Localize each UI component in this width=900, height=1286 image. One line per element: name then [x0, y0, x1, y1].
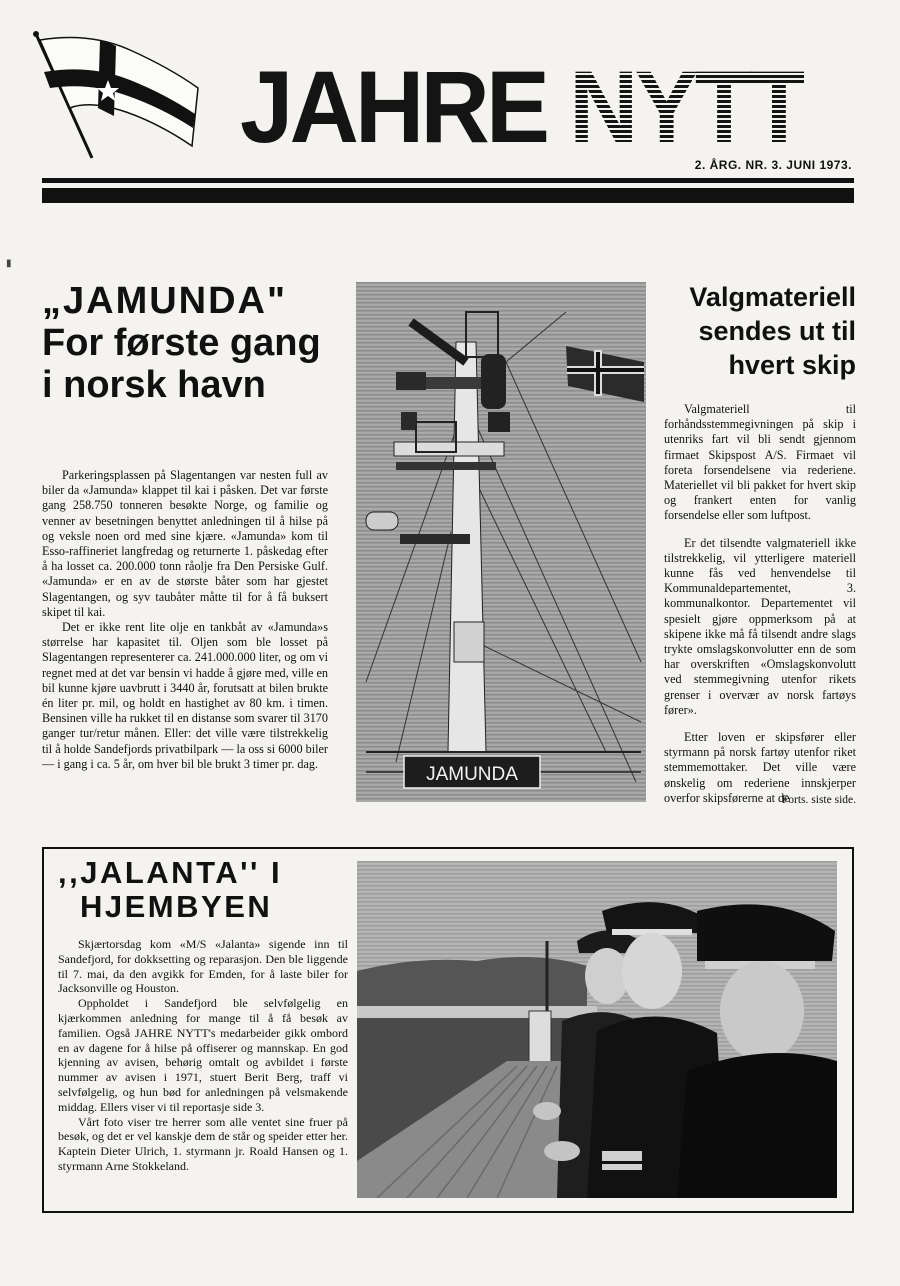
side-heading-line-1: Valgmateriell	[689, 282, 856, 312]
masthead-rule-thick	[42, 188, 854, 203]
ship-officers-photo	[357, 861, 837, 1198]
boxed-article-paragraph: Vårt foto viser tre herrer som alle ventet sine fruer på besøk, og det er vel kanskje dem de står og speider etter her. Kaptein Dieter Ulrich, 1. styrmann jr. Roald Hansen og 1. styrmann Arne Stokkeland.	[58, 1114, 348, 1173]
company-flag-logo	[30, 28, 205, 163]
boxed-article-body	[58, 937, 348, 1174]
side-article-paragraph: Valgmateriell til forhåndsstemmegivningen på skip i utenriks fart vil bli sendt gjennom firmaet Skipspost A/S. Firmaet vil foreta forsendelsene via rederiene. Materiellet vil bli pakket for hvert skip og frankert enten for vanlig forsendelse eller som luftpost.	[664, 402, 856, 523]
masthead-rule-thin	[42, 178, 854, 183]
main-heading-line-2: For første gang	[42, 322, 321, 364]
issue-info: 2. ÅRG. NR. 3. JUNI 1973.	[694, 158, 852, 172]
boxed-heading-line-2: HJEMBYEN	[80, 889, 273, 924]
boxed-article-paragraph: Oppholdet i Sandefjord ble selvfølgelig en kjærkommen anledning for mange til å få besøk av familien. Også JAHRE NYTT's medarbeider gikk ombord en av dagene for å hilse på offiserer og mannskap. En god kjenning av avisen, behørig omtalt og avbildet i første nummer av avisen i 1971, stuert Berit Berg, traff vi selvfølgelig, og hun bød for anledningen på velsmakende middag. Ellers viser vi til reportasje side 3.	[58, 996, 348, 1114]
main-article-heading	[42, 280, 342, 406]
boxed-heading-line-1: ,,JALANTA'' I	[58, 855, 283, 890]
side-article-body	[664, 402, 856, 818]
main-heading-line-3: i norsk havn	[42, 364, 266, 406]
side-article-paragraph: Er det tilsendte valgmateriell ikke tilstrekkelig, vil ytterligere materiell kunne fås ved henvendelse til Kommunaldepartementet, 3. kommunalkontor. Departementet vil spesielt gjøre oppmerksom på at skipene ikke må få tilsendt andre slags trykte omslagskonvolutter enn de som har overskriften «Omslagskonvolutt ved stemmegivning utenfor rikets grenser i overvær av norsk fartøys fører».	[664, 535, 856, 717]
side-heading-line-3: hvert skip	[728, 350, 856, 380]
masthead-title	[240, 52, 823, 162]
scan-mark: ▮	[6, 258, 12, 269]
main-article-body	[42, 468, 328, 772]
side-article-paragraph: Etter loven er skipsfører eller styrmann på norsk fartøy utenfor riket stemmemottaker. Det ville være ønskelig om rederiene innskjerper overfor skipsførerne at de	[664, 730, 856, 805]
masthead-title-nytt: NYTT	[569, 50, 805, 164]
main-heading-line-1: „JAMUNDA"	[42, 280, 288, 322]
main-article-paragraph: Det er ikke rent lite olje en tankbåt av «Jamunda»s størrelse har kapasitet til. Oljen som ble losset på Slagentangen representerer ca. 241.000.000 liter, og om vi regnet med at det var bensin vi hadde å gjøre med, ville en bil kunne kjøre uavbrutt i 3440 år, forutsatt at bilen brukte én liter pr. mil, og holdt en hastighet av 80 km. i timen. Bensinen ville ha rukket til en distanse som svarer til 3170 ganger tur/retur månen. Eller: det ville være tilstrekkelig til å holde Sandefjords privatbilpark — la oss si 6000 biler — i gang i ca. 5 år, om hver bil ble brukt 3 timer pr. dag.	[42, 620, 328, 771]
continued-note: Forts. siste side.	[781, 794, 856, 806]
main-article-paragraph: Parkeringsplassen på Slagentangen var nesten full av biler da «Jamunda» klappet til kai i påsken. Det var første gang 258.750 tonneren besøkte Norge, og familie og venner av besetningen benyttet anledningen til å hilse på og veksle noen ord med sine kjære. «Jamunda» kom til Esso-raffineriet langfredag og returnerte 1. påskedag efter å ha losset ca. 200.000 tonn råolje fra Den Persiske Gulf. «Jamunda» er en av de største båter som har gjestet Slagentangen, og syv taubåter måtte til for å få buksert skipet til kai.	[42, 468, 328, 619]
boxed-article-heading	[58, 856, 358, 924]
masthead-title-jahre: JAHRE	[240, 50, 547, 164]
side-article-heading	[664, 280, 856, 382]
side-heading-line-2: sendes ut til	[698, 316, 856, 346]
ship-name-board: JAMUNDA	[426, 764, 518, 785]
ship-mast-photo	[356, 282, 646, 802]
boxed-article-paragraph: Skjærtorsdag kom «M/S «Jalanta» sigende inn til Sandefjord, for dokksetting og reparasjon. Den ble liggende til 7. mai, da den avgikk for Emden, for å laste biler for Jacksonville og Houston.	[58, 937, 348, 996]
